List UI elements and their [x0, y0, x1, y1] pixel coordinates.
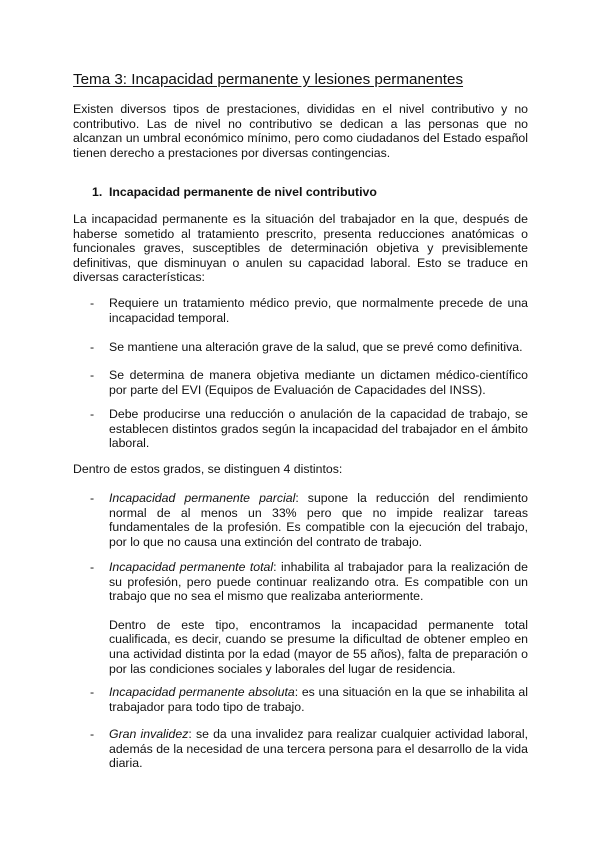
grade-description [109, 727, 528, 771]
grade-item [90, 685, 528, 714]
section-number: 1. [92, 185, 103, 199]
bullet-dash: - [90, 727, 95, 741]
list-item [90, 340, 528, 355]
characteristic-text: Se mantiene una alteración grave de la salud, que se prevé como definitiva. [109, 340, 523, 354]
grade-item [90, 491, 528, 549]
grade-term: Incapacidad permanente parcial [109, 491, 296, 505]
grades-intro-paragraph: Dentro de estos grados, se distinguen 4 distintos: [73, 462, 343, 476]
list-item [90, 296, 528, 325]
grade-text: : es una situación en la que se inhabilita al trabajador para todo tipo de trabajo. [109, 685, 528, 714]
list-item [90, 368, 528, 397]
list-item [90, 407, 528, 451]
characteristic-text: Debe producirse una reducción o anulación de la capacidad de trabajo, se establecen distintos grados según la incapacidad del trabajador en el ámbito laboral. [109, 407, 528, 451]
section-title: Incapacidad permanente de nivel contributivo [109, 185, 377, 199]
grade-description [109, 491, 528, 549]
grade-description [109, 685, 528, 714]
bullet-dash: - [90, 296, 95, 310]
characteristic-text: Requiere un tratamiento médico previo, que normalmente precede de una incapacidad temporal. [109, 296, 528, 325]
definition-paragraph: La incapacidad permanente es la situación del trabajador en la que, después de haberse sometido al tratamiento prescrito, presenta reducciones anatómicas o funcionales graves, susceptibles de determinación objetiva y previsiblemente definitivas, que disminuyan o anulen su capacidad laboral. Esto se traduce en diversas características: [73, 212, 528, 285]
page-title: Tema 3: Incapacidad permanente y lesiones permanentes [73, 71, 464, 88]
grade-text: : supone la reducción del rendimiento normal de al menos un 33% pero que no impide realizar tareas fundamentales de la profesión. Es compatible con la ejecución del trabajo, por lo que no causa una extinción del contrato de trabajo. [109, 491, 528, 549]
bullet-dash: - [90, 491, 95, 505]
bullet-dash: - [90, 560, 95, 574]
bullet-dash: - [90, 407, 95, 421]
grade-term: Incapacidad permanente absoluta [109, 685, 295, 699]
grade-term: Gran invalidez [109, 727, 189, 741]
grade-subparagraph: Dentro de este tipo, encontramos la incapacidad permanente total cualificada, es decir, cuando se presume la dificultad de obtener empleo en una actividad distinta por la edad (mayor de 55 años), falta de preparación o por las condiciones sociales y laborales del lugar de residencia. [109, 617, 528, 676]
grade-item [90, 727, 528, 771]
bullet-dash: - [90, 685, 95, 699]
section-heading [92, 185, 377, 200]
grade-item [90, 560, 528, 676]
bullet-dash: - [90, 340, 95, 354]
grade-term: Incapacidad permanente total [109, 560, 274, 574]
bullet-dash: - [90, 368, 95, 382]
characteristic-text: Se determina de manera objetiva mediante un dictamen médico-científico por parte del EVI (Equipos de Evaluación de Capacidades del INSS). [109, 368, 528, 397]
intro-paragraph: Existen diversos tipos de prestaciones, divididas en el nivel contributivo y no contributivo. Las de nivel no contributivo se dedican a las personas que no alcanzan un umbral económico mínimo, pero como ciudadanos del Estado español tienen derecho a prestaciones por diversas contingencias. [73, 102, 528, 160]
grade-text: : inhabilita al trabajador para la realización de su profesión, pero puede continuar realizando otra. Es compatible con un trabajo que no sea el mismo que realizaba anteriormente. [109, 560, 528, 604]
grade-text: : se da una invalidez para realizar cualquier actividad laboral, además de la necesidad de una tercera persona para el desarrollo de la vida diaria. [109, 727, 528, 771]
grade-description [109, 560, 528, 604]
